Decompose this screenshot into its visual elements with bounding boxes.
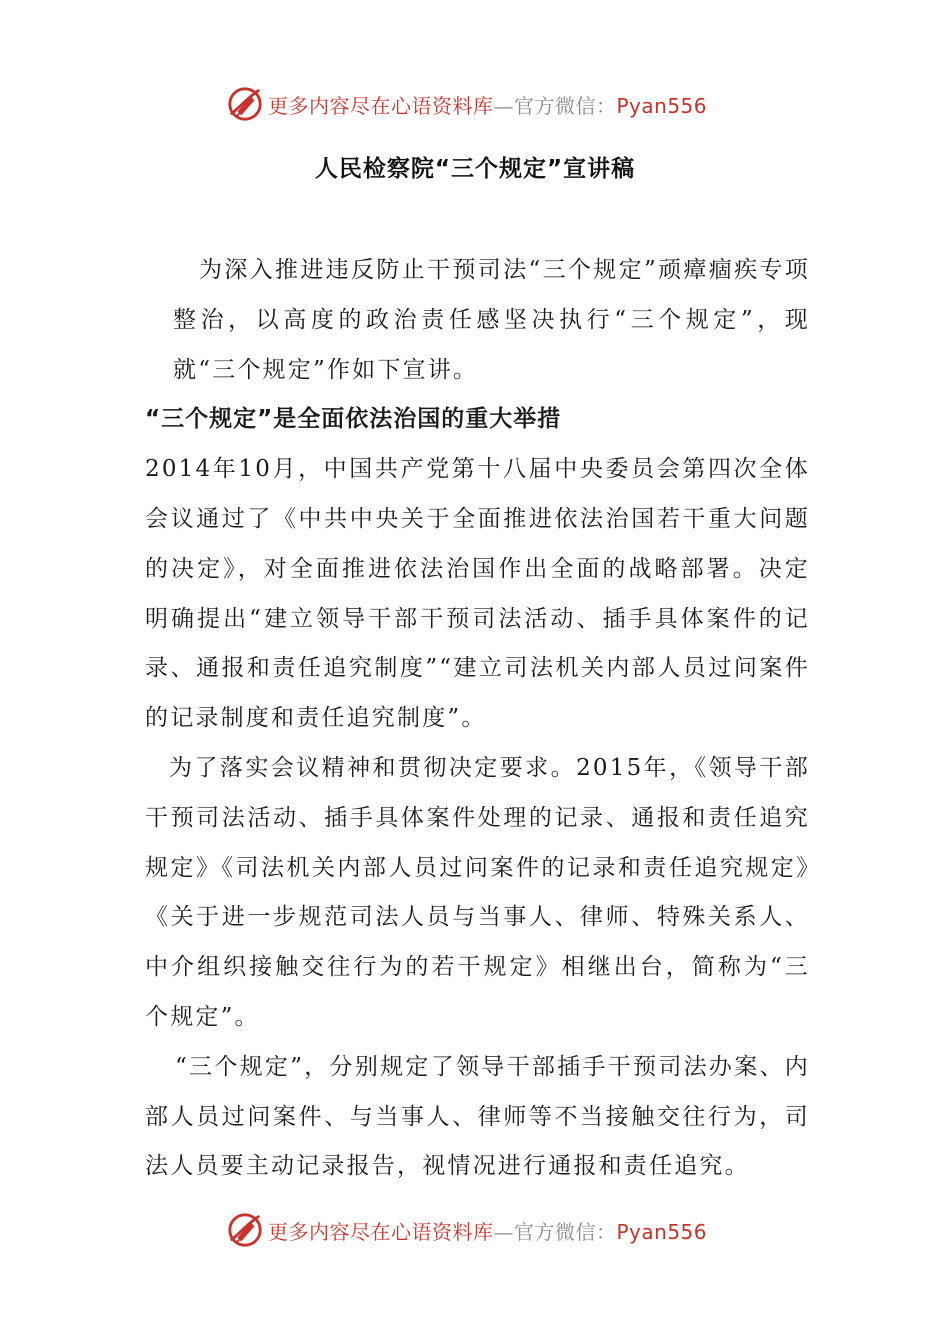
banner-site-name: 更多内容尽在心语资料库 bbox=[268, 93, 494, 118]
banner-wechat-label: —官方微信： bbox=[493, 1219, 617, 1244]
section-heading: “三个规定”是全面依法治国的重大举措 bbox=[145, 406, 562, 433]
banner-text bbox=[268, 1216, 707, 1245]
banner-wechat-label: —官方微信： bbox=[493, 93, 617, 118]
banner-site-name: 更多内容尽在心语资料库 bbox=[268, 1219, 494, 1244]
pen-circle-logo-icon bbox=[226, 85, 264, 123]
footer-banner bbox=[226, 1210, 746, 1250]
pen-circle-logo-icon bbox=[226, 1211, 264, 1249]
banner-wechat-id: Pyan556 bbox=[616, 93, 708, 118]
banner-wechat-id: Pyan556 bbox=[616, 1219, 708, 1244]
document-body bbox=[145, 246, 810, 1192]
body-paragraph: 为了落实会议精神和贯彻决定要求。2015年，《领导干部干预司法活动、插手具体案件处理的记录、通报和责任追究规定》《司法机关内部人员过问案件的记录和责任追究规定》《关于进一步规范司法人员与当事人、律师、特殊关系人、中介组织接触交往行为的若干规定》相继出台，简称为“三个规定”。 bbox=[145, 754, 810, 1030]
document-title: 人民检察院“三个规定”宣讲稿 bbox=[314, 156, 636, 182]
intro-paragraph: 为深入推进违反防止干预司法“三个规定”顽瘴痼疾专项整治，以高度的政治责任感坚决执行“三个规定”，现就“三个规定”作如下宣讲。 bbox=[173, 257, 810, 383]
banner-text bbox=[268, 90, 707, 119]
header-banner bbox=[226, 84, 746, 124]
body-paragraph: “三个规定”，分别规定了领导干部插手干预司法办案、内部人员过问案件、与当事人、律师等不当接触交往行为，司法人员要主动记录报告，视情况进行通报和责任追究。 bbox=[145, 1053, 810, 1180]
body-paragraph: 2014年10月，中国共产党第十八届中央委员会第四次全体会议通过了《中共中央关于全面推进依法治国若干重大问题的决定》，对全面推进依法治国作出全面的战略部署。决定明确提出“建立领导干部干预司法活动、插手具体案件的记录、通报和责任追究制度”“建立司法机关内部人员过问案件的记录制度和责任追究制度”。 bbox=[145, 456, 810, 732]
